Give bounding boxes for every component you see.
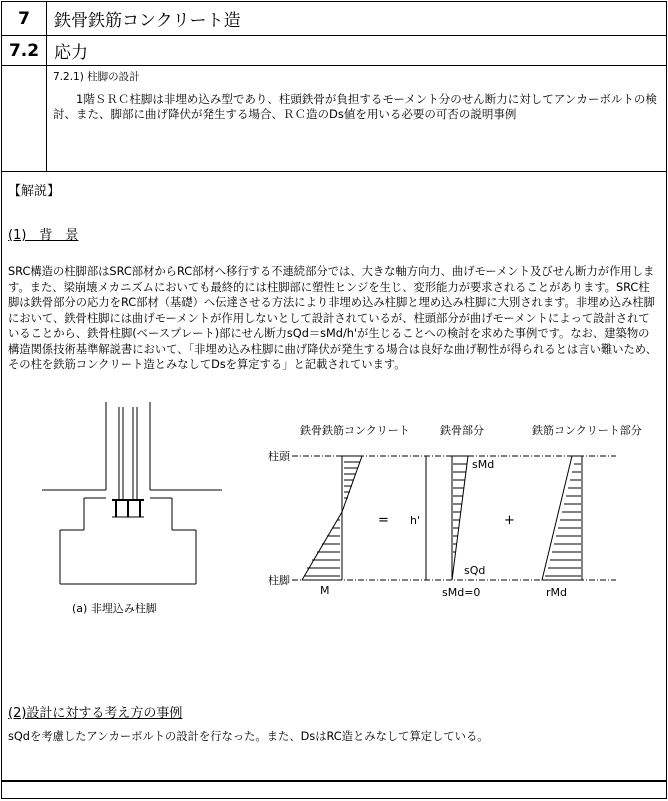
label-rc: 鉄筋コンクリート部分 [532,424,642,437]
subsection-row [2,36,666,66]
label-bottom: 柱脚 [268,574,290,587]
background-text: SRC構造の柱脚部はSRC部材からRC部材へ移行する不連続部分では、大きな軸方向力、曲げモーメント及びせん断力が作用します。また、梁崩壊メカニズムにおいても最終的には柱脚部に塑性ヒンジを生じ、変形能力が要求されることがあります。SRC柱脚は鉄骨部分の応力をRC部材（基礎）へ伝達させる方法により非埋め込み柱脚と埋め込み柱脚に大別されます。非埋め込み柱脚において、鉄骨柱脚には曲げモーメントが作用しないとして設計されているが、柱頭部分が曲げモーメントによって設計されていることから、鉄骨柱脚(ベースプレート)部にせん断力sQd＝sMd/h'が生じることへの検討を求めた事例です。なお、建築物の構造関係技術基準解説書において、「非埋め込み柱脚に曲げ降伏が発生する場合は良好な曲げ靭性が得られるとは言い難いため、その柱を鉄筋コンクリート造とみなしてDsを算定する」と記載されています。 [8,265,657,371]
question-row [2,66,666,172]
label-plus: + [504,513,515,528]
design-title: (2)設計に対する考え方の事例 [8,706,183,721]
src-moment-diagram [302,456,362,580]
section-number: 7 [2,2,47,35]
steel-moment-diagram [426,456,468,580]
label-equals: = [378,513,389,528]
label-top: 柱頭 [268,450,290,463]
label-h: h' [410,514,420,527]
document-page [1,1,667,799]
section-title: 鉄骨鉄筋コンクリート造 [54,11,241,31]
background-title: (1) 背 景 [8,228,79,243]
question-text: 1階ＳＲＣ柱脚は非埋め込み型であり、柱頭鉄骨が負担するモーメント分のせん断力に対してアンカーボルトの検討、また、脚部に曲げ降伏が発生する場合、ＲＣ造のDs値を用いる必要の可否の説明事例 [53,92,657,121]
label-steel: 鉄骨部分 [440,424,484,437]
label-sqd: sQd [464,564,486,577]
rc-moment-diagram [542,456,582,580]
commentary-heading: 【解説】 [8,184,61,199]
label-src: 鉄骨鉄筋コンクリート [300,424,410,437]
label-m: M [320,584,330,597]
question-cell [46,66,666,171]
column-base-drawing [42,402,222,584]
label-smd0: sMd=0 [442,586,481,599]
label-rmd: rMd [546,586,567,599]
design-text: sQdを考慮したアンカーボルトの設計を行なった。また、DsはRC造とみなして算定している。 [8,730,489,743]
subsection-number: 7.2 [2,36,47,65]
bottom-border [2,780,666,782]
caption-a: (a) 非埋込み柱脚 [72,602,157,615]
question-label: 7.2.1) 柱脚の設計 [53,71,140,83]
column-base-figure [2,402,668,662]
section-row [2,2,666,36]
subsection-title: 応力 [54,43,88,63]
label-smd: sMd [472,458,495,471]
